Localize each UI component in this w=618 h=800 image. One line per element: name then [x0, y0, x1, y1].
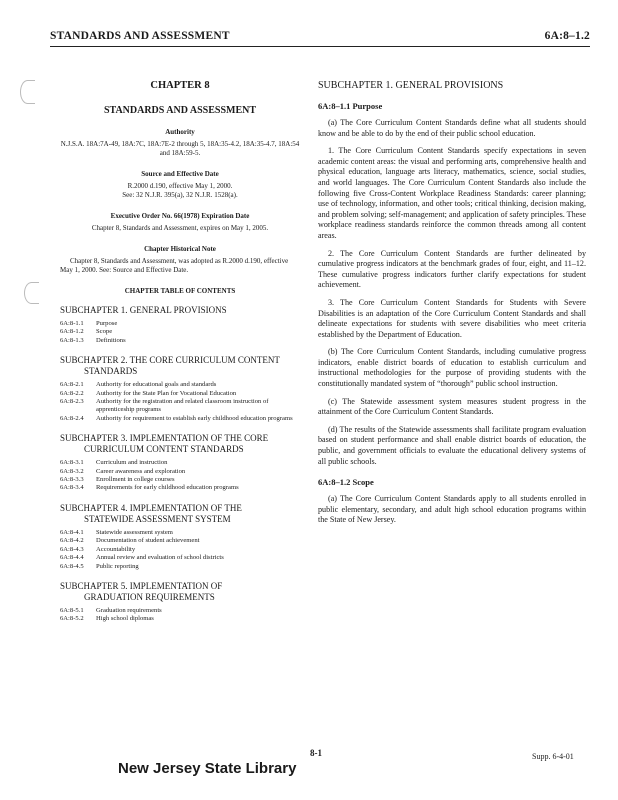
- historical-note-text: Chapter 8, Standards and Assessment, was adopted as R.2000 d.190, effective May 1, 2000. See: Source and Effective Date.: [60, 257, 289, 274]
- chapter-number: CHAPTER 8: [150, 80, 210, 91]
- supplement-date: Supp. 6-4-01: [532, 752, 574, 761]
- header-title: STANDARDS AND ASSESSMENT: [50, 30, 230, 42]
- library-stamp: New Jersey State Library: [118, 760, 297, 777]
- running-header: [50, 30, 590, 42]
- toc-subchapter-title-cont: CURRICULUM CONTENT STANDARDS: [84, 444, 244, 455]
- paragraph: 3. The Core Curriculum Content Standards for Students with Severe Disabilities is an adaptation of the Core Curriculum Content Standards and shall delineate expectations for students with severe disabilities who meet criteria established by the Department of Education.: [318, 297, 586, 339]
- toc-list: [60, 459, 300, 493]
- toc-entry: [60, 459, 300, 467]
- toc-entry: [60, 476, 300, 484]
- toc-entry: [60, 615, 300, 623]
- authority-text: N.J.S.A. 18A:7A-49, 18A:7C, 18A:7E-2 through 5, 18A:35-4.2, 18A:35-4.7, 18A:54 and 18A:59-5.: [60, 140, 300, 157]
- right-column: [318, 60, 586, 526]
- paragraph: (a) The Core Curriculum Content Standards apply to all students enrolled in public elementary, secondary, and adult high school education programs within the State of New Jersey.: [318, 494, 586, 525]
- toc-entry-number: 6A:8-4.4: [60, 554, 84, 562]
- toc-list: [60, 607, 300, 624]
- toc-entry-number: 6A:8-1.3: [60, 336, 84, 344]
- toc-entry: [60, 563, 300, 571]
- toc-list: [60, 529, 300, 571]
- toc-subchapter-heading: [60, 433, 300, 455]
- chapter-title: STANDARDS AND ASSESSMENT: [103, 105, 257, 116]
- left-column: [60, 60, 300, 624]
- toc-entry: [60, 390, 300, 398]
- toc-entry-number: 6A:8-3.3: [60, 476, 84, 484]
- toc-entry-title: Documentation of student achievement: [96, 537, 200, 545]
- toc-entry-number: 6A:8-2.3: [60, 398, 84, 406]
- toc-entry: [60, 468, 300, 476]
- toc-entry: [60, 607, 300, 615]
- toc-entry: [60, 529, 300, 537]
- toc-entry: [60, 554, 300, 562]
- authority-heading: Authority: [165, 128, 195, 136]
- toc-entry-title: Definitions: [96, 336, 126, 344]
- toc-entry-title: Statewide assessment system: [96, 528, 173, 536]
- toc-entry: [60, 546, 300, 554]
- toc-entry-title: High school diplomas: [96, 615, 154, 623]
- toc-entry-title: Accountability: [96, 545, 136, 553]
- table-of-contents: [60, 305, 300, 624]
- subchapter-heading: SUBCHAPTER 1. GENERAL PROVISIONS: [318, 80, 504, 91]
- toc-subchapter-heading: [60, 581, 300, 603]
- toc-entry: [60, 484, 300, 492]
- source-line: R.2000 d.190, effective May 1, 2000.: [127, 182, 233, 190]
- toc-subchapter-title: SUBCHAPTER 2. THE CORE CURRICULUM CONTENT: [60, 355, 280, 366]
- toc-entry-number: 6A:8-4.3: [60, 545, 84, 553]
- toc-list: [60, 381, 300, 423]
- toc-entry: [60, 381, 300, 389]
- toc-subchapter-title-cont: STATEWIDE ASSESSMENT SYSTEM: [84, 513, 231, 524]
- section-heading: 6A:8–1.1 Purpose: [318, 101, 383, 111]
- page-number: 8-1: [310, 748, 322, 758]
- toc-entry: [60, 320, 300, 328]
- scan-mark: [24, 282, 39, 304]
- toc-entry-number: 6A:8-4.1: [60, 528, 84, 536]
- toc-entry-title: Career awareness and exploration: [96, 467, 186, 475]
- toc-entry-title: Requirements for early childhood education programs: [96, 484, 239, 492]
- toc-entry-title: Annual review and evaluation of school districts: [96, 554, 224, 562]
- toc-entry-number: 6A:8-3.2: [60, 467, 84, 475]
- toc-entry: [60, 537, 300, 545]
- source-text: [60, 182, 300, 200]
- toc-entry-title: Purpose: [96, 320, 118, 327]
- header-section: 6A:8–1.2: [544, 30, 590, 42]
- toc-subchapter-title-cont: GRADUATION REQUIREMENTS: [84, 591, 215, 602]
- toc-entry-title: Enrollment in college courses: [96, 476, 175, 484]
- toc-entry-number: 6A:8-5.2: [60, 615, 84, 623]
- paragraph: (a) The Core Curriculum Content Standards define what all students should know and be able to do by the end of their public school education.: [318, 118, 586, 138]
- paragraph: 2. The Core Curriculum Content Standards are further delineated by cumulative progress indicators at the benchmark grades of four, eight, and 11–12. These cumulative progress indicators further clarify expectations for student achievement.: [318, 248, 586, 290]
- toc-entry-number: 6A:8-5.1: [60, 606, 84, 614]
- toc-entry-title: Authority for educational goals and standards: [96, 381, 217, 389]
- toc-subchapter-title: SUBCHAPTER 4. IMPLEMENTATION OF THE: [60, 502, 242, 513]
- toc-entry-title: Scope: [96, 328, 113, 336]
- header-rule: [50, 46, 590, 47]
- toc-subchapter-heading: [60, 305, 300, 316]
- toc-entry-title: Authority for requirement to establish early childhood education programs: [96, 414, 293, 422]
- toc-entry-number: 6A:8-1.1: [60, 320, 84, 327]
- source-line: See: 32 N.J.R. 395(a), 32 N.J.R. 1528(a).: [122, 191, 238, 199]
- toc-entry-number: 6A:8-2.2: [60, 389, 84, 397]
- executive-order-heading: Executive Order No. 66(1978) Expiration Date: [110, 212, 250, 220]
- toc-entry: [60, 398, 300, 415]
- toc-entry-number: 6A:8-3.1: [60, 459, 84, 467]
- toc-entry-title: Graduation requirements: [96, 606, 162, 614]
- executive-order-text: Chapter 8, Standards and Assessment, expires on May 1, 2005.: [91, 224, 269, 232]
- toc-entry: [60, 415, 300, 423]
- toc-entry-number: 6A:8-4.2: [60, 537, 84, 545]
- paragraph: 1. The Core Curriculum Content Standards specify expectations in seven academic content areas: the visual and performing arts, comprehensive health and physical education, language arts literacy, mathematics, science, social studies, and world languages. The Core Curriculum Content Standards also include the following five Cross-Content Workplace Readiness Standards: career planning; use of technology, information, and other tools; critical thinking, decision making, and problem solving; self-management; and application of safety principles. These workplace readiness standards reinforce the common threads among all content areas.: [318, 146, 586, 240]
- toc-heading: CHAPTER TABLE OF CONTENTS: [124, 287, 236, 295]
- toc-subchapter-heading: [60, 503, 300, 525]
- toc-entry: [60, 328, 300, 336]
- paragraph: (b) The Core Curriculum Content Standards, including cumulative progress indicators, enable district boards of education to establish curriculum and instructional methodologies for the purpose of providing students with the constitutionally mandated system of “thorough” public school instruction.: [318, 347, 586, 389]
- toc-entry-title: Authority for the registration and related classroom instruction of apprenticeship programs: [96, 398, 269, 414]
- paragraph: (d) The results of the Statewide assessments shall facilitate program evaluation based on student performance and shall enable district boards of education, the public, and government officials to evaluate the educational delivery systems of all public schools.: [318, 424, 586, 466]
- toc-entry-title: Public reporting: [96, 562, 139, 570]
- toc-entry-number: 6A:8-4.5: [60, 562, 84, 570]
- paragraph: (c) The Statewide assessment system measures student progress in the attainment of the Core Curriculum Content Standards.: [318, 396, 586, 417]
- scan-mark: [20, 80, 35, 104]
- toc-entry-number: 6A:8-2.1: [60, 381, 84, 389]
- toc-list: [60, 320, 300, 345]
- toc-subchapter-title-cont: STANDARDS: [84, 366, 138, 377]
- historical-note-heading: Chapter Historical Note: [144, 245, 216, 253]
- toc-entry: [60, 337, 300, 345]
- toc-subchapter-title: SUBCHAPTER 1. GENERAL PROVISIONS: [60, 305, 227, 315]
- source-heading: Source and Effective Date: [141, 170, 219, 178]
- toc-entry-number: 6A:8-2.4: [60, 414, 84, 422]
- toc-subchapter-title: SUBCHAPTER 5. IMPLEMENTATION OF: [60, 580, 223, 591]
- toc-subchapter-title: SUBCHAPTER 3. IMPLEMENTATION OF THE CORE: [60, 433, 269, 444]
- toc-entry-title: Authority for the State Plan for Vocational Education: [96, 389, 237, 397]
- toc-subchapter-heading: [60, 355, 300, 377]
- toc-entry-number: 6A:8-3.4: [60, 484, 84, 492]
- toc-entry-number: 6A:8-1.2: [60, 328, 84, 336]
- section-heading: 6A:8–1.2 Scope: [318, 477, 374, 488]
- toc-entry-title: Curriculum and instruction: [96, 459, 168, 467]
